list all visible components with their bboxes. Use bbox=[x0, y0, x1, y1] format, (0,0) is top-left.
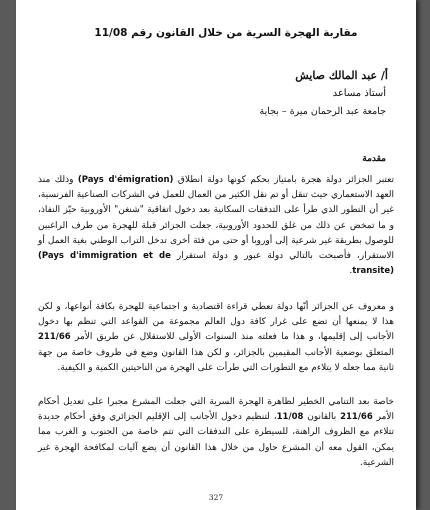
author-name: أ/ عبد المالك صايش bbox=[295, 69, 388, 82]
paragraph-2 bbox=[38, 300, 394, 376]
page-number: 327 bbox=[208, 493, 224, 502]
law-number-211-66-ref: 211/66 bbox=[340, 412, 373, 423]
paragraph-3-text-a: خاصة بعد التنامي الخطير لظاهرة الهجرة السرية التي جعلت المشرع مجبرا على تعديل أحكام الأمر bbox=[38, 397, 394, 423]
law-number-11-08: 11/08 bbox=[276, 412, 304, 423]
term-transite: et de transite) bbox=[143, 251, 394, 277]
paragraph-1 bbox=[38, 173, 394, 279]
term-pays-immigration: (Pays d'immigration bbox=[38, 251, 138, 262]
article-title: مقاربة الهجرة السرية من خلال القانون رقم 11/08 bbox=[94, 27, 358, 39]
author-rank: أستاذ مساعد bbox=[332, 88, 386, 99]
law-number-211-66: 211/66 bbox=[38, 332, 71, 343]
paragraph-3 bbox=[38, 395, 394, 471]
term-pays-emigration: (Pays d'émigration) bbox=[77, 175, 174, 185]
paragraph-1-text-b: وذلك منذ العهد الاستعماري حيث تنقل أو تم نقل الكثير من العمال للعمل في الشركات الصناعية الفرنسية، غير أن التطور الذي طرأ على التدفقات السكانية بعد دخول اتفاقية "شنغن" الأوروبية حيّز النفاذ، و ما تمخض عن ذلك من غلق للحدود الأوروبية، جعلت الجزائر قبلة للهجرة من طرف الراغبين للوصول بطريقة غير شرعية إلى أوروبا أو حتى من فئة أخرى تدخل التراب الوطني بغية العمل أو الاستقرار، فأصبحت بالتالي دولة عبور و دولة استقرار bbox=[38, 175, 395, 262]
paragraph-1-text-c: . bbox=[349, 266, 353, 277]
paragraph-2-text-b: المتعلق بوضعية الأجانب المقيمين بالجزائر، و لكن هذا القانون وضع في ظروف خاصة من جهة ثانية مما جعله لا يتلاءم مع التطورات التي طرأت على الهجرة من الناحيتين الكمية و الكيفية. bbox=[38, 347, 394, 373]
paragraph-3-text-b: بالقانون bbox=[303, 412, 341, 423]
paragraph-3-text-c: ، لتنظيم دخول الأجانب إلى الإقليم الجزائري وفق أحكام جديدة تتلاءم مع الظروف الراهنة، للسيطرة على التدفقات التي تتم خاصة من الجنوب و الغرب مما يمكن، القول معه أن المشرع حاول من خلال هذا القانون أن يضع آليات لمكافحة الهجرة غير الشرعية. bbox=[38, 412, 395, 468]
paragraph-2-text-a: و معروف عن الجزائر أنّها دولة تعطي قراءة اقتصادية و اجتماعية للهجرة بكافة أنواعها، و لكن هذا لا يمنعها أن تضع على غرار كافة دول العالم مجموعة من القواعد التي تنظم بها دخول الأجانب إلى إقليمها، و هذا ما فعلته منذ السنوات الأولى للاستقلال عن طريق الأمر bbox=[38, 302, 394, 343]
section-heading: مقدمة bbox=[362, 154, 386, 164]
paragraph-1-text-a: تعتبر الجزائر دولة هجرة بامتياز بحكم كونها دولة انطلاق bbox=[173, 175, 394, 185]
document-page bbox=[16, 0, 416, 510]
author-university: جامعة عبد الرحمان ميرة – بجاية bbox=[259, 106, 386, 117]
